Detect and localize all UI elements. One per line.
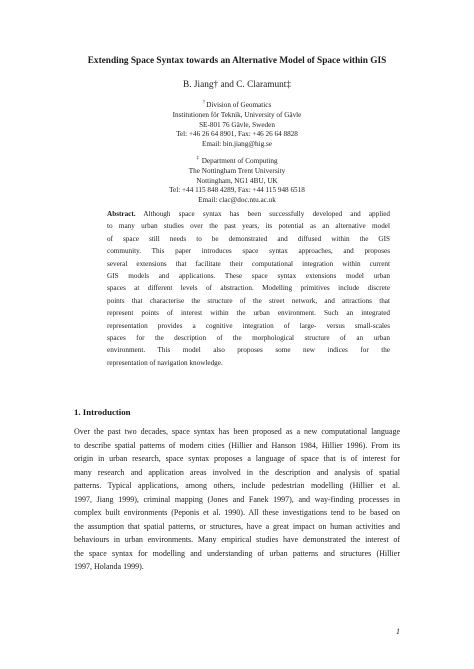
abstract-line: of space still needs to be demonstrated and diffused within the GIS <box>107 234 390 243</box>
body-line: many research and application areas involved in the description and analysis of spatial <box>74 467 400 477</box>
abstract-line: to many urban studies over the past years, its potential as an alternative model <box>107 222 390 231</box>
affiliation-2 <box>0 154 474 206</box>
body-line: behaviours in urban environments. Many empirical studies have demonstrated the interest of <box>74 535 400 544</box>
abstract <box>107 208 390 369</box>
affiliation-2-line: The Nottingham Trent University <box>188 166 286 175</box>
affiliation-1-email: Email: bin.jiang@hig.se <box>202 140 272 149</box>
body-line: patterns. Typical applications, among others, include pedestrian modelling (Hillier et al. <box>74 481 400 490</box>
affiliation-1-line: Tel: +46 26 64 8901, Fax: +46 26 64 8828 <box>176 130 298 139</box>
abstract-line: Abstract. Although space syntax has been successfully developed and applied <box>107 210 391 218</box>
abstract-line: environment. This model also proposes some new indices for the <box>107 346 390 355</box>
body-line: complex built environments (Peponis et al. 1990). All these investigations tend to be based on <box>74 508 400 517</box>
abstract-line: representation of navigation knowledge. <box>107 358 223 367</box>
abstract-line: spaces at different levels of abstraction. Modelling primitives include discrete <box>107 284 390 293</box>
section-heading: 1. Introduction <box>74 407 131 417</box>
abstract-line: represent points of interest within the urban environment. Such an integrated <box>107 309 390 318</box>
abstract-line: points that characterise the structure of the street network, and attractions that <box>107 296 390 305</box>
body-line: to describe spatial patterns of modern cities (Hillier and Hanson 1984, Hillier 1996). From its <box>74 440 400 450</box>
affiliation-1-marker: † <box>202 100 206 105</box>
abstract-line: representation provides a cognitive integration of large- versus small-scales <box>107 321 390 330</box>
affiliation-2-line: ‡ Department of Computing <box>196 156 278 165</box>
abstract-line: several extensions that facilitate their computational integration within current <box>107 259 390 268</box>
affiliation-1-line: SE-801 76 Gävle, Sweden <box>199 120 275 129</box>
paper-authors: B. Jiang† and C. Claramunt‡ <box>183 80 291 90</box>
body-line: the assumption that spatial patterns, or structures, have a great impact on human activities and <box>74 521 400 531</box>
abstract-line: community. This paper introduces space syntax approaches, and proposes <box>107 247 390 256</box>
affiliation-2-marker: ‡ <box>196 156 199 161</box>
body-text <box>74 425 400 574</box>
paper-title: Extending Space Syntax towards an Alternative Model of Space within GIS <box>87 56 387 66</box>
abstract-line: GIS models and applications. These space syntax extensions model urban <box>107 271 390 280</box>
affiliation-1-line: Institutionen för Teknik, University of Gävle <box>172 110 302 119</box>
body-line: 1997, Jiang 1999), criminal mapping (Jones and Fanek 1997), and way-finding processes in <box>74 494 400 504</box>
body-line: Over the past two decades, space syntax has been proposed as a new computational language <box>74 427 400 436</box>
affiliation-2-email: Email: clac@doc.ntu.ac.uk <box>198 196 276 205</box>
page-number: 1 <box>396 627 400 636</box>
abstract-label: Abstract. <box>107 210 136 218</box>
abstract-line: spaces for the description of the morphological structure of an urban <box>107 333 390 342</box>
body-line: origin in urban research, space syntax proposes a language of space that is of interest for <box>74 454 400 463</box>
affiliation-2-line: Nottingham, NG1 4BU, UK <box>196 176 278 185</box>
affiliation-1-line: †Division of Geomatics <box>202 100 272 109</box>
body-line: 1997, Holanda 1999). <box>74 562 144 571</box>
affiliation-1 <box>0 98 474 150</box>
body-line: the space syntax for modelling and understanding of urban patterns and structures (Hillier <box>74 548 400 558</box>
affiliation-2-line: Tel: +44 115 848 4289, Fax: +44 115 948 6518 <box>169 186 305 195</box>
